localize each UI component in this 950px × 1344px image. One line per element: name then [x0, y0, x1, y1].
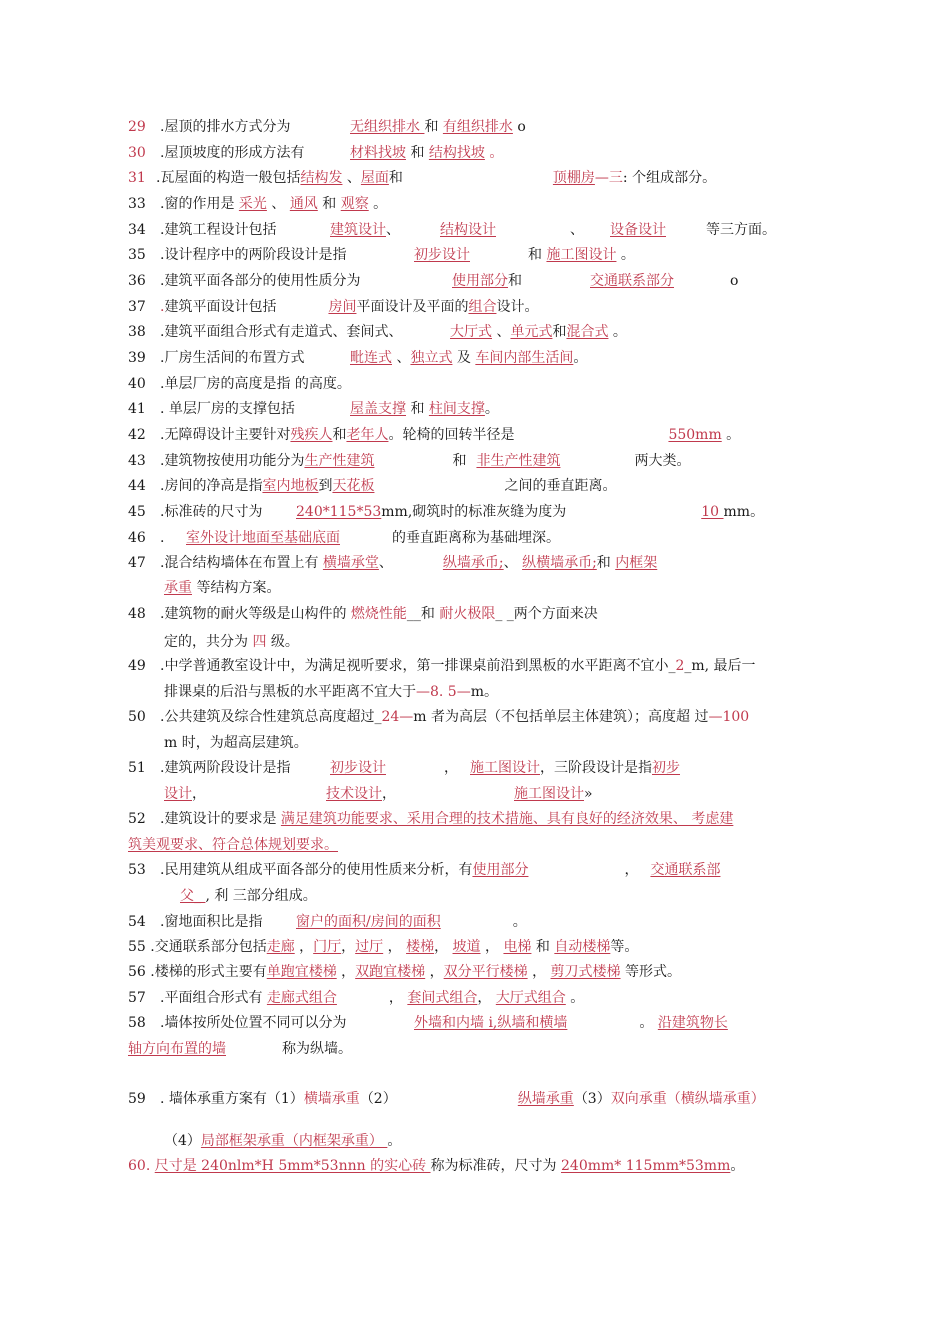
question-text: 。 [608, 324, 627, 340]
question-text: m 者为高层（不包括单层主体建筑）；高度超 过 [413, 709, 709, 725]
question-number: 58 [128, 1015, 146, 1031]
answer-text: 柱间支撑 [428, 401, 485, 417]
answer-text-plain: 燃烧性能 [350, 606, 407, 622]
answer-text: 天花板 [332, 478, 375, 494]
question-text: .墙体按所处位置不同可以分为 [160, 1015, 347, 1031]
question-line [128, 476, 616, 496]
answer-text: 筑美观要求、符合总体规划要求。 [128, 837, 338, 853]
answer-text: 交通联系部分 [590, 273, 674, 289]
answer-text: 过厅 [355, 939, 384, 955]
answer-text: 240mm* 115mm*53mm [561, 1158, 731, 1174]
question-number: 51 [128, 760, 146, 776]
question-text: （4） [164, 1133, 201, 1149]
answer-text-plain: —三 [594, 170, 623, 186]
answer-text-plain: 60. [128, 1158, 155, 1174]
answer-text: 纵墙承重 [517, 1091, 574, 1107]
question-text: . 单层厂房的支撑包括 [160, 401, 295, 417]
question-line [128, 1039, 352, 1059]
question-number: 50 [128, 709, 146, 725]
answer-text-plain: 双向承重（横纵墙承重） [610, 1091, 765, 1107]
answer-text: 尺寸是 240nlm*H 5mm*53nnn 的实心砖 [154, 1158, 431, 1174]
answer-text: 施工图设计 [470, 760, 540, 776]
answer-text: 施工图设计 [514, 786, 584, 802]
question-text: 和 [317, 196, 341, 212]
question-number: 41 [128, 401, 146, 417]
answer-text: 设计 [164, 786, 192, 802]
answer-text: 使用部分 [452, 273, 508, 289]
question-text: ，三阶段设计是指 [540, 760, 652, 776]
question-text: . 墙体承重方案有（1） [160, 1091, 304, 1107]
answer-text: 双跑宜楼梯 [355, 964, 426, 980]
question-line [180, 886, 317, 906]
question-text: mm,砌筑时的标准灰缝为度为 [381, 504, 567, 520]
answer-text: 240*115*53 [296, 504, 382, 520]
question-line [128, 1013, 728, 1033]
answer-text: 屋面 [360, 170, 389, 186]
answer-text: 父_ [180, 888, 206, 904]
answer-text: 局部框架承重（内框架承重） [200, 1133, 388, 1149]
question-text: .厂房生活间的布置方式 [160, 350, 305, 366]
question-text: 和 [452, 453, 467, 469]
question-text: 称为标准砖，尺寸为 [430, 1158, 561, 1174]
answer-text-plain: 2 [675, 658, 685, 674]
question-number: 48 [128, 606, 146, 622]
question-text: 和 [531, 939, 555, 955]
answer-text: 组合 [468, 299, 497, 315]
question-text: o [512, 119, 526, 135]
question-line [128, 271, 738, 291]
question-text: .窗地面积比是指 [160, 914, 263, 930]
question-line [128, 758, 680, 778]
question-text: .房间的净高是指 [160, 478, 263, 494]
question-text: .标准砖的尺寸为 [160, 504, 263, 520]
question-text: 的垂直距离称为基础埋深。 [392, 530, 560, 546]
question-text: 55 .交通联系部分包括 [128, 939, 267, 955]
answer-text: 初步设计 [414, 247, 470, 263]
question-line [164, 682, 498, 702]
question-line [128, 604, 598, 624]
question-text: o [730, 273, 739, 289]
question-text: 和 [388, 170, 403, 186]
answer-text: 双分平行楼梯 [443, 964, 528, 980]
answer-text-plain: 四 [252, 634, 267, 650]
answer-text: 轴方向布置的墙 [128, 1041, 226, 1057]
answer-text: 独立式 [410, 350, 453, 366]
answer-text: 结构发 [300, 170, 343, 186]
question-text: 。 [616, 247, 635, 263]
question-text: .屋顶坡度的形成方法有 [160, 145, 305, 161]
question-text: 。 [639, 1015, 658, 1031]
question-text: 设计。 [496, 299, 539, 315]
question-line [128, 835, 338, 855]
question-number: 44 [128, 478, 146, 494]
answer-text: 观察 [340, 196, 369, 212]
question-text: 和 [596, 555, 616, 571]
answer-text: 设备设计 [610, 222, 666, 238]
question-text: ， [434, 939, 453, 955]
answer-text: 10 [701, 504, 724, 520]
answer-text-plain: 横墙承重 [303, 1091, 360, 1107]
question-text: 、 [342, 170, 361, 186]
question-text: 之间的垂直距离。 [504, 478, 617, 494]
question-text: 、 [503, 555, 523, 571]
question-text: .建筑平面组合形式有走道式、套间式、 [160, 324, 403, 340]
question-text: ， [336, 964, 356, 980]
question-line [128, 528, 560, 548]
answer-text-plain: 31 [128, 170, 146, 186]
answer-text: 结构找坡 [428, 145, 485, 161]
question-text: 、 [266, 196, 290, 212]
answer-text: 采光 [238, 196, 267, 212]
answer-text: 走廊 [266, 939, 295, 955]
answer-text-plain: —8. 5— [416, 684, 471, 700]
question-line [128, 399, 499, 419]
answer-text: 大厅式 [450, 324, 492, 340]
answer-text: 车间内部生活间 [475, 350, 574, 366]
answer-text: 老年人 [346, 427, 389, 443]
answer-text: 残疾人 [290, 427, 333, 443]
answer-text: 交通联系部 [650, 862, 721, 878]
question-text: .中学普通教室设计中，为满足视听要求，第一排课桌前沿到黑板的水平距离不宜小_ [160, 658, 676, 674]
question-text: 建筑平面设计包括 [164, 299, 277, 315]
question-number: 49 [128, 658, 146, 674]
question-line [128, 656, 756, 676]
question-text: .无障碍设计主要针对 [160, 427, 291, 443]
question-text: ， [480, 939, 504, 955]
question-text: ， [192, 786, 206, 802]
answer-text: 室内地板 [262, 478, 319, 494]
question-text: 、 [378, 555, 393, 571]
answer-text-plain: 24— [381, 709, 414, 725]
answer-text: 沿建筑物长 [657, 1015, 728, 1031]
question-line [128, 937, 638, 957]
question-text: ， [341, 939, 356, 955]
question-text: 等。 [610, 939, 639, 955]
question-text: .设计程序中的两阶段设计是指 [160, 247, 347, 263]
question-number: 30 [128, 145, 146, 161]
question-number: 29 [128, 119, 146, 135]
question-text: 级。 [266, 634, 299, 650]
question-text: ， [527, 964, 551, 980]
answer-text: 外墙和内墙 i,纵墙和横墙 [414, 1015, 568, 1031]
answer-text: 顶棚房 [552, 170, 595, 186]
question-text: ， [624, 862, 639, 878]
question-number: 34 [128, 222, 146, 238]
question-text: ， [388, 990, 408, 1006]
question-text: ， [444, 760, 458, 776]
question-number: 53 [128, 862, 146, 878]
question-text: 等结构方案。 [192, 580, 281, 596]
question-line [128, 348, 587, 368]
question-line [128, 117, 526, 137]
answer-text: 初步 [652, 760, 680, 776]
answer-text: 房间 [328, 299, 357, 315]
question-text: _ _两个方面来决 [495, 606, 598, 622]
question-line [128, 1156, 744, 1176]
question-line [164, 733, 308, 753]
question-line [164, 1131, 401, 1151]
question-line [128, 988, 584, 1008]
question-number: 40 [128, 376, 146, 392]
question-text: 定的，共分为 [164, 634, 253, 650]
question-text: .建筑物按使用功能分为 [160, 453, 305, 469]
question-number: 33 [128, 196, 146, 212]
question-text: . [160, 530, 165, 546]
question-text: _m, 最后一 [684, 658, 756, 674]
question-line [164, 784, 593, 804]
question-text: 和 [332, 427, 347, 443]
question-line [128, 297, 538, 317]
answer-text: 初步设计 [330, 760, 386, 776]
answer-text: 建筑设计 [330, 222, 386, 238]
answer-text: 楼梯 [406, 939, 435, 955]
answer-text-plain: 耐火极限 [439, 606, 496, 622]
question-text: __和 [406, 606, 440, 622]
question-text: ， [294, 939, 314, 955]
question-text: .建筑两阶段设计是指 [160, 760, 291, 776]
question-number: 45 [128, 504, 146, 520]
question-number: 52 [128, 811, 146, 827]
answer-text: 纵墙承币; [442, 555, 504, 571]
question-text: 平面设计及平面的 [356, 299, 469, 315]
question-number: 57 [128, 990, 146, 1006]
question-line [128, 425, 740, 445]
question-text: m。 [470, 684, 498, 700]
question-text: 和 [528, 247, 547, 263]
answer-text: 通风 [289, 196, 318, 212]
answer-text: 坡道 [452, 939, 481, 955]
answer-text: 有组织排水 [442, 119, 513, 135]
question-text: , 利 三部分组成。 [205, 888, 317, 904]
question-number: 54 [128, 914, 146, 930]
answer-text: 技术设计 [326, 786, 382, 802]
question-text: .窗的作用是 [160, 196, 239, 212]
question-text: .建筑工程设计包括 [160, 222, 277, 238]
question-text: 和 [406, 145, 429, 161]
question-text: ， [382, 786, 396, 802]
question-number: 42 [128, 427, 146, 443]
answer-text: 单跑宜楼梯 [266, 964, 337, 980]
question-line [128, 194, 387, 214]
answer-text-plain: —100 [708, 709, 750, 725]
question-line [128, 1089, 765, 1109]
question-text: .建筑平面各部分的使用性质分为 [160, 273, 361, 289]
answer-text: 材料找坡 [350, 145, 406, 161]
question-line [128, 374, 351, 394]
question-number: 43 [128, 453, 146, 469]
question-text: （3） [573, 1091, 611, 1107]
question-text: mm。 [723, 504, 765, 520]
question-line [128, 143, 503, 163]
question-text: ， [425, 964, 444, 980]
question-text: .建筑物的耐火等级是山构件的 [160, 606, 351, 622]
answer-text: 满足建筑功能要求、采用合理的技术措施、具有良好的经济效果、 考虑建 [280, 811, 734, 827]
answer-text: 生产性建筑 [304, 453, 375, 469]
question-text: .混合结构墙体在布置上有 [160, 555, 323, 571]
answer-text: 门厅 [313, 939, 342, 955]
question-text: 。 [565, 990, 585, 1006]
answer-text: 承重 [164, 580, 192, 596]
question-number: 36 [128, 273, 146, 289]
answer-text: 窗户的面积/房间的面积 [296, 914, 441, 930]
question-text: 两大类。 [634, 453, 691, 469]
question-text: 和 [406, 401, 429, 417]
question-text: .单层厂房的高度是指 的高度。 [160, 376, 351, 392]
answer-text: 屋盖支撑 [350, 401, 406, 417]
question-line [128, 860, 720, 880]
answer-text: 套间式组合 [407, 990, 478, 1006]
question-text: 到 [318, 478, 333, 494]
question-text: » [584, 786, 593, 802]
question-text: .建筑设计的要求是 [160, 811, 281, 827]
answer-text: 大厅式组合 [495, 990, 566, 1006]
question-text: m 时，为超高层建筑。 [164, 735, 308, 751]
answer-text: 走廊式组合 [266, 990, 337, 1006]
question-line [128, 962, 681, 982]
answer-text: 内框架 [615, 555, 658, 571]
answer-text: 施工图设计 [546, 247, 617, 263]
question-text: .屋顶的排水方式分为 [160, 119, 291, 135]
question-number: 37 [128, 299, 146, 315]
question-text: 。 [730, 1158, 745, 1174]
question-text: 、 [386, 222, 400, 238]
question-text: 排课桌的后沿与黑板的水平距离不宜大于 [164, 684, 416, 700]
answer-text: 室外设计地面至基础底面 [186, 530, 340, 546]
question-line [128, 553, 657, 573]
question-line [128, 451, 690, 471]
question-text: .民用建筑从组成平面各部分的使用性质来分析，有 [160, 862, 473, 878]
question-line [128, 245, 635, 265]
question-number: 39 [128, 350, 146, 366]
answer-text: 使用部分 [472, 862, 529, 878]
answer-text: 结构设计 [440, 222, 496, 238]
question-line [128, 168, 716, 188]
question-text: 、 [570, 222, 584, 238]
question-number: 47 [128, 555, 146, 571]
question-line [128, 322, 627, 342]
answer-text: 无组织排水 [350, 119, 425, 135]
question-text: （2） [359, 1091, 397, 1107]
question-text: 和 [424, 119, 443, 135]
question-text: : 个组成部分。 [622, 170, 717, 186]
question-text: 。轮椅的回转半径是 [388, 427, 515, 443]
question-text: 称 [282, 1041, 296, 1057]
question-text: 等形式。 [620, 964, 681, 980]
question-text: 。 [368, 196, 388, 212]
answer-text: 单元式 [510, 324, 553, 340]
answer-text: 横墙承堂 [322, 555, 379, 571]
answer-text: 非生产性建筑 [476, 453, 561, 469]
question-text: 。 [573, 350, 588, 366]
question-number: 46 [128, 530, 146, 546]
question-text: 、 [392, 350, 411, 366]
question-text: 、 [492, 324, 511, 340]
question-text: .公共建筑及综合性建筑总高度超过_ [160, 709, 382, 725]
question-text: .瓦屋面的构造一般包括 [156, 170, 301, 186]
answer-text: 电梯 [503, 939, 532, 955]
question-text: 和 [508, 273, 522, 289]
question-number: 35 [128, 247, 146, 263]
question-number: 38 [128, 324, 146, 340]
question-text: 。 [512, 914, 527, 930]
question-line [128, 220, 776, 240]
question-text: ， [477, 990, 496, 1006]
question-text: ， [383, 939, 407, 955]
answer-text: 纵横墙承币; [522, 555, 597, 571]
question-line [128, 707, 749, 727]
answer-text: 毗连式 [350, 350, 392, 366]
question-text: 56 .楼梯的形式主要有 [128, 964, 267, 980]
question-text: 。 [721, 427, 741, 443]
question-text: 。 [387, 1133, 402, 1149]
answer-text: 550mm [668, 427, 722, 443]
answer-text: 混合式 [566, 324, 609, 340]
question-text: 及 [452, 350, 476, 366]
question-text: .平面组合形式有 [160, 990, 267, 1006]
question-text: 为纵墙。 [296, 1041, 352, 1057]
answer-text-plain: . [160, 299, 165, 315]
question-text: 。 [484, 401, 499, 417]
question-text: 等三方面。 [706, 222, 776, 238]
answer-text-plain: 。 [484, 145, 504, 161]
question-text: 和 [552, 324, 567, 340]
question-line [128, 912, 527, 932]
answer-text: 剪刀式楼梯 [550, 964, 621, 980]
question-line [128, 809, 733, 829]
question-line [164, 632, 299, 652]
question-number: 59 [128, 1091, 146, 1107]
question-line [164, 578, 280, 598]
question-line [128, 502, 764, 522]
answer-text: 自动楼梯 [554, 939, 611, 955]
